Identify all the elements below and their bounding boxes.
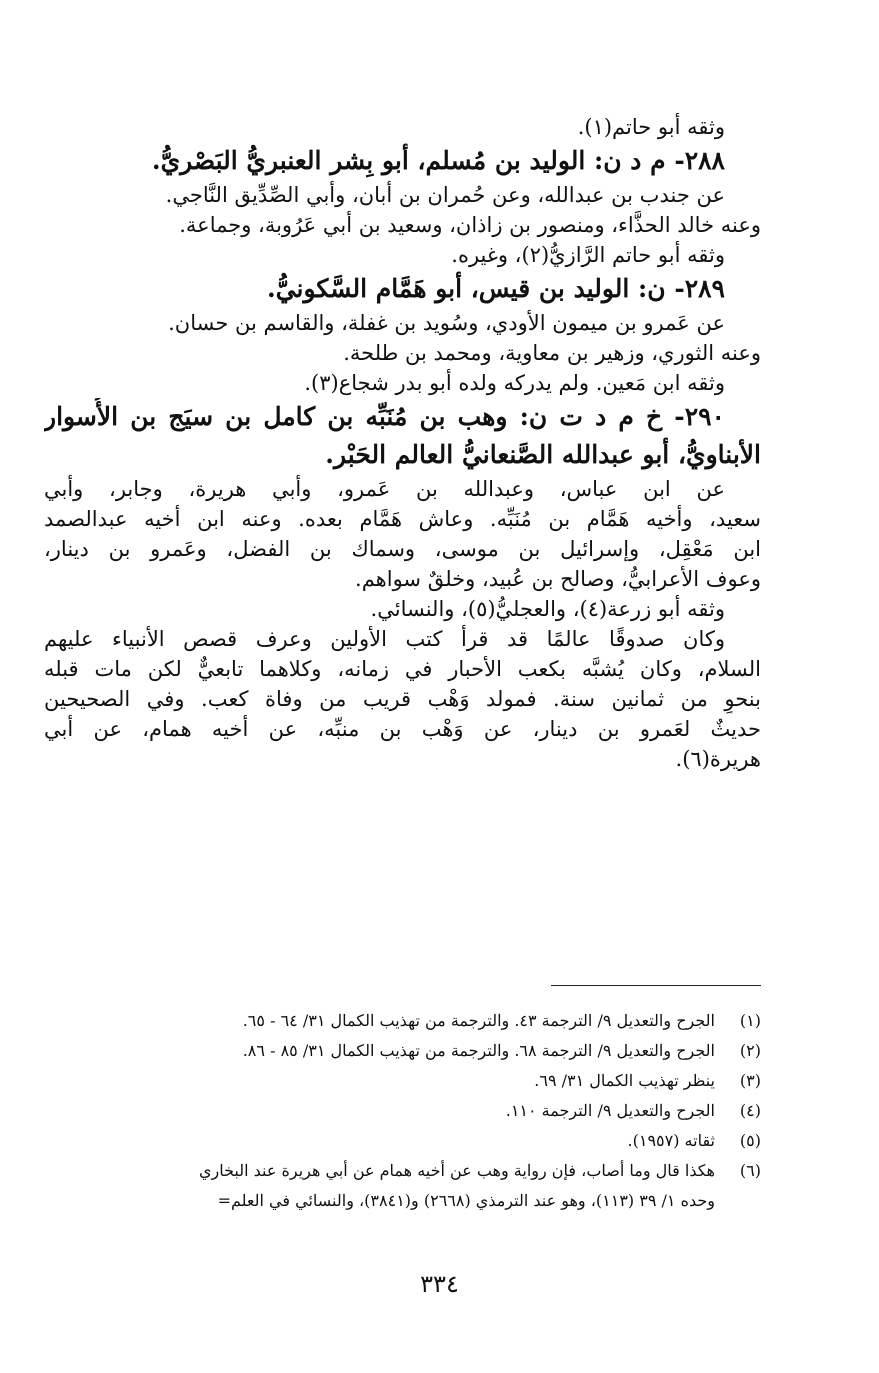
- footnote-number: (١): [739, 1011, 761, 1030]
- paragraph: بنحوٍ من ثمانين سنة. فمولد وَهْب قريب من وفاة كعب. وفي الصحيحين: [44, 687, 761, 711]
- paragraph: ابن مَعْقِل، وإسرائيل بن موسى، وسماك بن الفضل، وعَمرو بن دينار،: [44, 537, 761, 561]
- footnote: [44, 1006, 761, 1036]
- paragraph: هريرة(٦).: [675, 747, 761, 771]
- footnote-number: (٢): [739, 1041, 761, 1060]
- paragraph: وكان صدوقًا عالمًا قد قرأ كتب الأولين وعرف قصص الأنبياء عليهم: [44, 627, 725, 651]
- footnote-text: الجرح والتعديل ٩/ الترجمة ٦٨. والترجمة من تهذيب الكمال ٣١/ ٨٥ - ٨٦.: [242, 1041, 715, 1060]
- main-text: [44, 112, 761, 774]
- footnote-number: (٤): [739, 1101, 761, 1120]
- footnote: [44, 1126, 761, 1156]
- footnote: [44, 1036, 761, 1066]
- footnote-number: (٥): [739, 1131, 761, 1150]
- footnote-text: ينظر تهذيب الكمال ٣١/ ٦٩.: [534, 1071, 715, 1090]
- entry-heading-290: ٢٩٠- خ م د ت ن: وهب بن مُنَبِّه بن كامل بن سيَج بن الأُسوار: [44, 402, 725, 431]
- footnote: [44, 1156, 761, 1186]
- footnote: [44, 1096, 761, 1126]
- footnote-number: (٦): [739, 1161, 761, 1180]
- paragraph: وثقه أبو حاتم(١).: [577, 115, 725, 139]
- footnote-text: هكذا قال وما أصاب، فإن رواية وهب عن أخيه همام عن أبي هريرة عند البخاري: [198, 1161, 715, 1180]
- paragraph: حديثٌ لعَمرو بن دينار، عن وَهْب بن منبِّه، عن أخيه همام، عن أبي: [44, 717, 761, 741]
- paragraph: السلام، وكان يُشبَّه بكعب الأحبار في زمانه، وكلاهما تابعيٌّ لكن مات قبله: [44, 657, 761, 681]
- entry-heading-290-cont: الأبناويُّ، أبو عبدالله الصَّنعانيُّ العالم الحَبْر.: [325, 440, 761, 469]
- paragraph: عن عَمرو بن ميمون الأودي، وسُويد بن غفلة، والقاسم بن حسان.: [168, 311, 725, 335]
- footnotes: [44, 1006, 761, 1216]
- footnote-text: الجرح والتعديل ٩/ الترجمة ٤٣. والترجمة من تهذيب الكمال ٣١/ ٦٤ - ٦٥.: [242, 1011, 715, 1030]
- entry-heading-288: ٢٨٨- م د ن: الوليد بن مُسلم، أبو بِشر العنبريُّ البَصْريُّ.: [151, 146, 725, 175]
- entry-heading-289: ٢٨٩- ن: الوليد بن قيس، أبو هَمَّام السَّكونيُّ.: [266, 274, 725, 303]
- paragraph: وثقه ابن مَعين. ولم يدركه ولده أبو بدر شجاع(٣).: [304, 371, 725, 395]
- paragraph: وعوف الأعرابيُّ، وصالح بن عُبيد، وخلقٌ سواهم.: [355, 567, 761, 591]
- footnote: [44, 1066, 761, 1096]
- paragraph: عن ابن عباس، وعبدالله بن عَمرو، وأبي هريرة، وجابر، وأبي: [44, 477, 725, 501]
- footnote-text: الجرح والتعديل ٩/ الترجمة ١١٠.: [505, 1101, 715, 1120]
- paragraph: عن جندب بن عبدالله، وعن حُمران بن أبان، وأبي الصِّدِّيق النَّاجي.: [165, 183, 725, 207]
- footnote-divider: [551, 985, 761, 986]
- paragraph: سعيد، وأخيه هَمَّام بن مُنَبِّه. وعاش هَمَّام بعده. وعنه ابن أخيه عبدالصمد: [44, 507, 761, 531]
- footnote-number: (٣): [739, 1071, 761, 1090]
- paragraph: وعنه الثوري، وزهير بن معاوية، ومحمد بن طلحة.: [343, 341, 761, 365]
- footnote-text: ثقاته (١٩٥٧).: [627, 1131, 715, 1150]
- paragraph: وثقه أبو حاتم الرَّازيُّ(٢)، وغيره.: [451, 243, 725, 267]
- page-number: ٣٣٤: [420, 1270, 459, 1298]
- paragraph: وثقه أبو زرعة(٤)، والعجليُّ(٥)، والنسائي.: [370, 597, 725, 621]
- footnote-continuation: وحده ١/ ٣٩ (١١٣)، وهو عند الترمذي (٢٦٦٨) و(٣٨٤١)، والنسائي في العلم=: [217, 1191, 715, 1210]
- paragraph: وعنه خالد الحذَّاء، ومنصور بن زاذان، وسعيد بن أبي عَرُوبة، وجماعة.: [179, 213, 761, 237]
